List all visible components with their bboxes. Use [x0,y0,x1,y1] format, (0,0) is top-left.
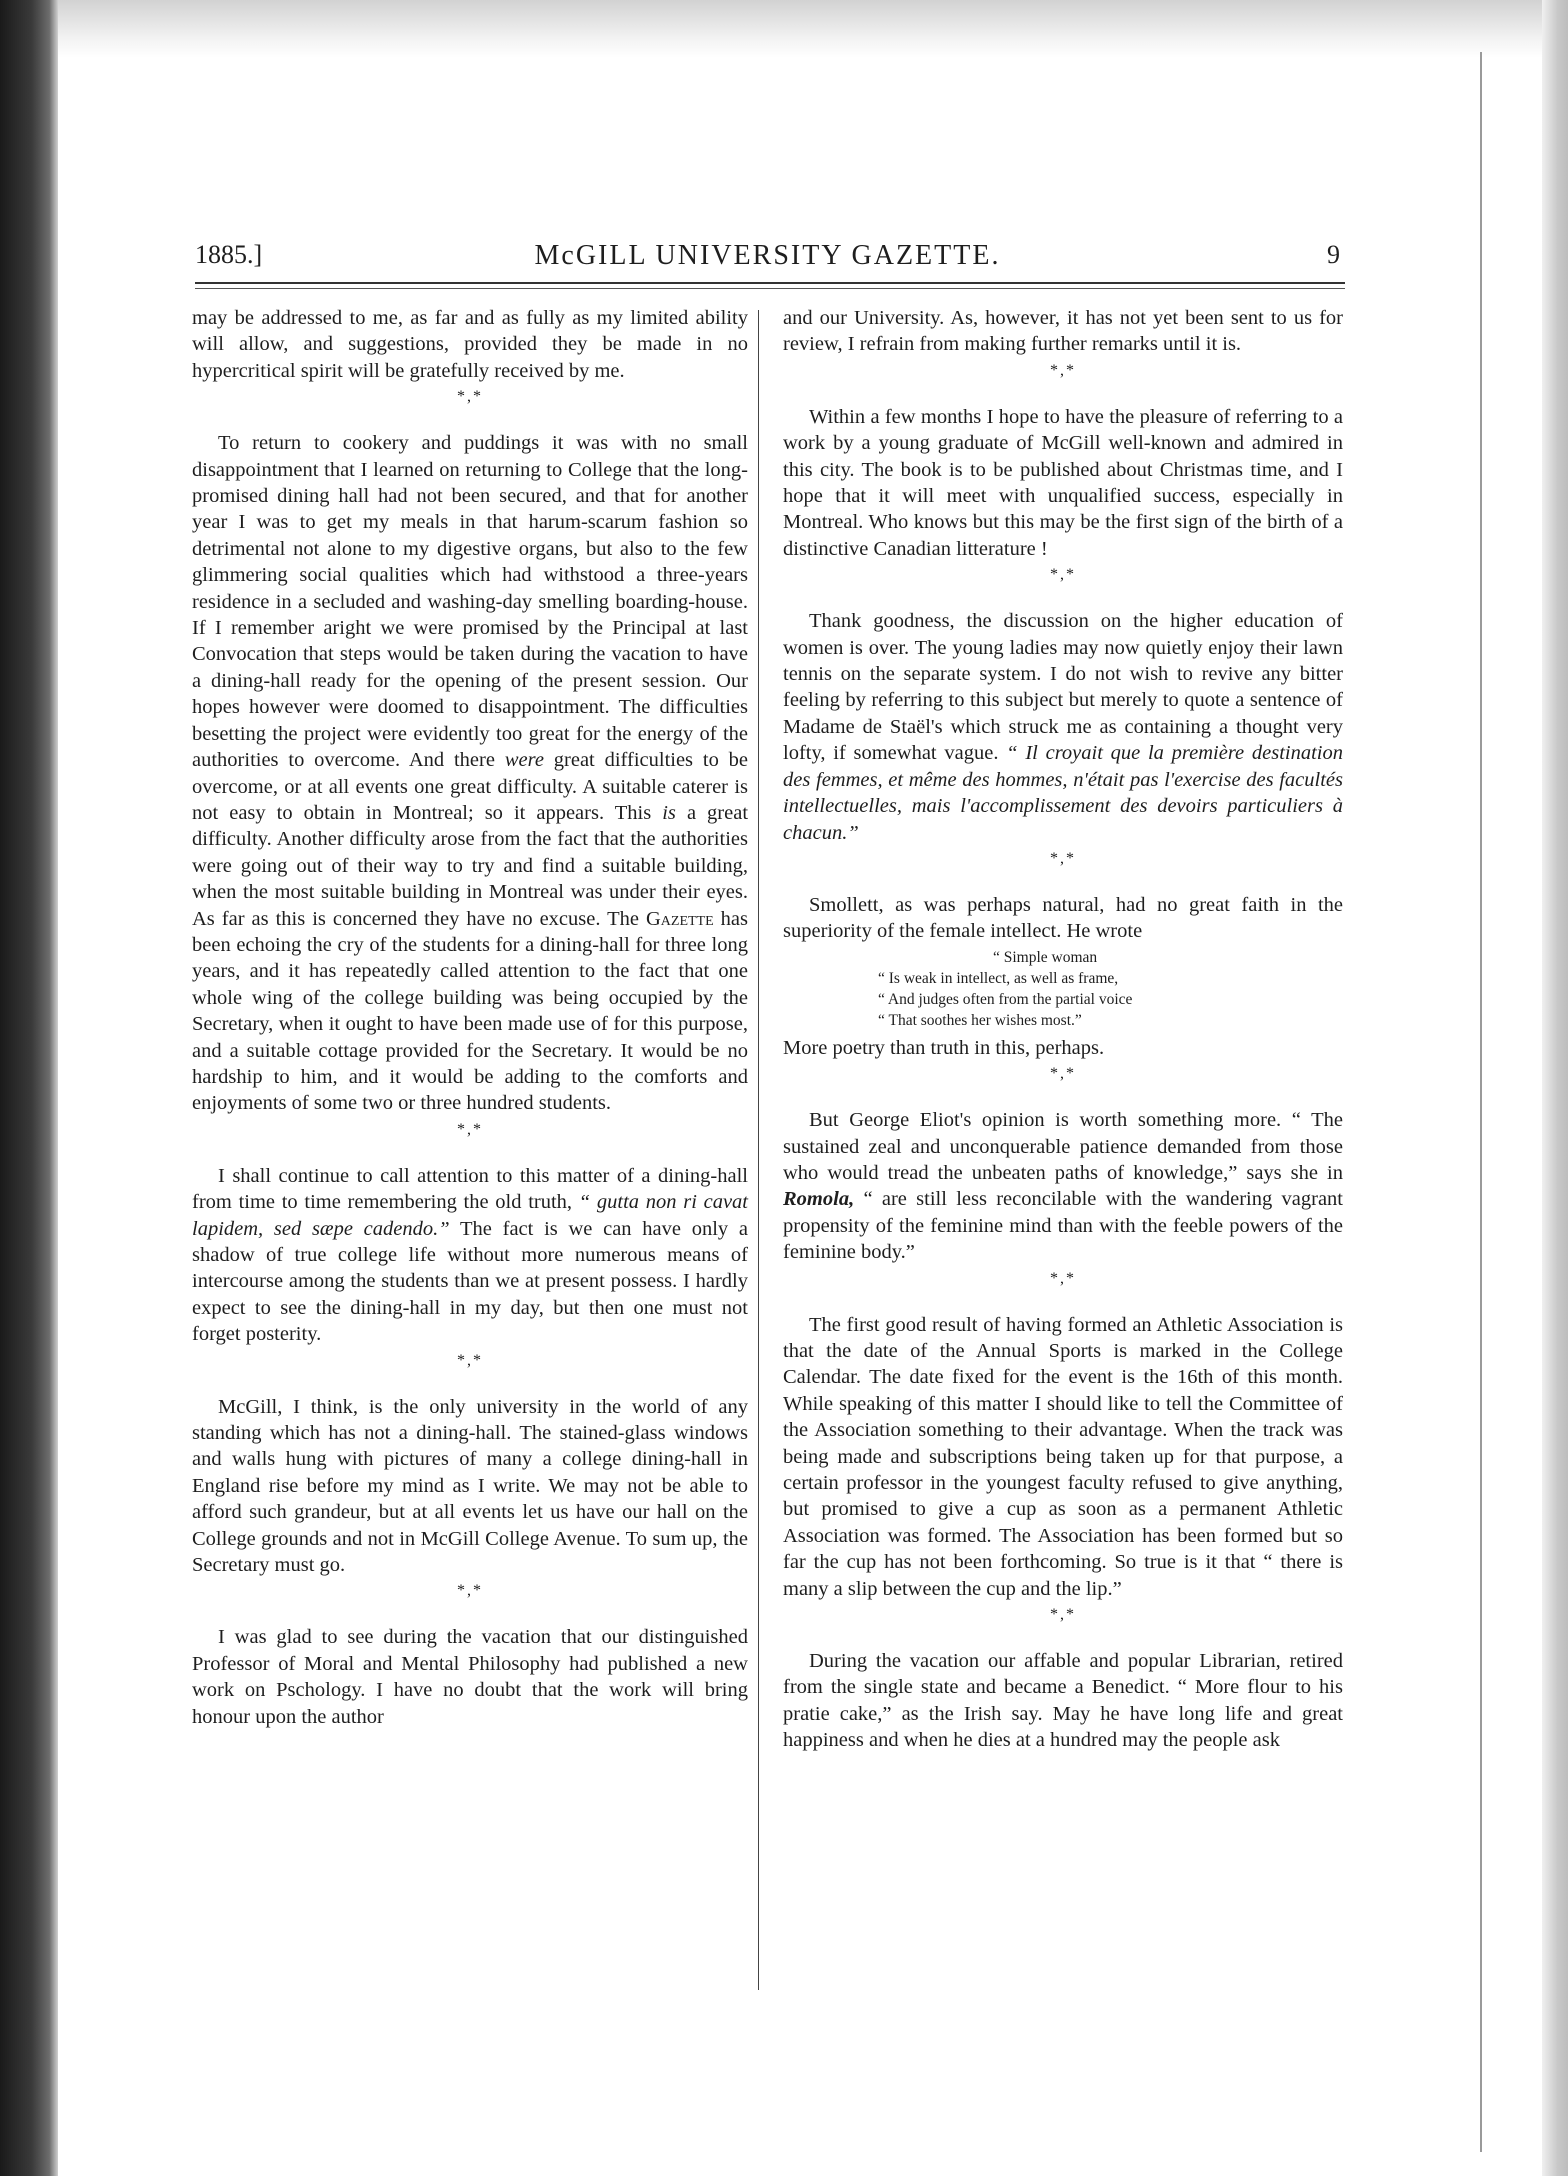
running-header [195,240,1340,280]
paragraph: But George Eliot's opinion is worth something more. “ The sustained zeal and unconquerable patience demanded from those who would tread the unbeaten paths of knowledge,” says she in Romola, “ are still less reconcilable with the wandering vagrant propensity of the feminine mind than with the feeble powers of the feminine body.” [783,1109,1343,1264]
paragraph: The first good result of having formed an Athletic Association is that the date of the Annual Sports is marked in the College Calendar. The date fixed for the event is the 16th of this month. While speaking of this matter I should like to tell the Committee of the Association something to their advantage. When the track was being made and subscriptions being taken up for that purpose, a certain professor in the youngest faculty refused to give anything, but promised to give a cup as soon as a permanent Athletic Association was formed. The Association has been formed but so far the cup has not been forthcoming. So true is it that “ there is many a slip between the cup and the lip.” [783,1313,1343,1600]
section-separator: *,* [1050,361,1076,379]
section-separator: *,* [1050,1269,1076,1287]
paragraph: To return to cookery and puddings it was with no small disappointment that I learned on returning to College that the long-promised dining hall had not been secured, and that for another year I was to get my meals in that harum-scarum fashion so detrimental not alone to my digestive organs, but also to the few glimmering social qualities which had withstood a three-years residence in a secluded and washing-day smelling boarding-house. If I remember aright we were promised by the Principal at last Convocation that steps would be taken during the vacation to have a dining-hall ready for the opening of the present session. Our hopes however were doomed to disappointment. The difficulties besetting the project were evidently too great for the energy of the authorities to overcome. And there were great difficulties to be overcome, or at all events one great difficulty. A suitable caterer is not easy to obtain in Montreal; so it appears. This is a great difficulty. Another difficulty arose from the fact that the authorities were going out of their way to try and find a suitable building, when the most suitable building in Montreal was under their eyes. As far as this is concerned they have no excuse. The Gazette has been echoing the cry of the students for a dining-hall for three long years, and it has repeatedly called attention to the fact that one whole wing of the college building was being occupied by the Secretary, when it ought to have been made use of for this purpose, and a suitable cottage provided for the Secretary. It would be no hardship to him, and it would be adding to the comforts and enjoyments of some two or three hundred students. [192,432,749,1115]
right-column [783,305,1343,1754]
section-separator: *,* [1050,1606,1076,1624]
header-rule-thin [195,288,1345,289]
page-top-edge [58,0,1542,58]
paragraph: McGill, I think, is the only university in the world of any standing which has not a dining-hall. The stained-glass windows and walls hung with pictures of many a college dining-hall in England rise before my mind as I write. We may not be able to afford such grandeur, but at all events let us have our hall on the College grounds and not in McGill College Avenue. To sum up, the Secretary must go. [192,1395,748,1577]
paragraph: More poetry than truth in this, perhaps. [783,1036,1105,1059]
verse-line: “ That soothes her wishes most.” [878,1011,1082,1029]
paragraph: I shall continue to call attention to this matter of a dining-hall from time to time remembering the old truth, “ gutta non ri cavat lapidem, sed sæpe cadendo.” The fact is we can have only a shadow of true college life without more numerous means of intercourse among the students than we at present possess. I hardly expect to see the dining-hall in my day, but then one must not forget posterity. [192,1164,749,1346]
header-rule [195,282,1345,284]
section-separator: *,* [1050,566,1076,584]
section-separator: *,* [457,1351,483,1369]
book-spine [0,0,58,2176]
paragraph: may be addressed to me, as far and as fully as my limited ability will allow, and suggestions, provided they be made in no hypercritical spirit will be gratefully received by me. [192,307,748,382]
section-separator: *,* [457,1582,483,1600]
paragraph: I was glad to see during the vacation that our distinguished Professor of Moral and Mental Philosophy had published a new work on Pschology. I have no doubt that the work will bring honour upon the author [192,1626,748,1728]
paragraph: Smollett, as was perhaps natural, had no great faith in the superiority of the female intellect. He wrote [783,893,1343,943]
header-year: 1885.] [195,240,263,269]
page-number: 9 [1327,240,1340,269]
verse-line: “ Simple woman [993,948,1098,966]
paragraph: Within a few months I hope to have the pleasure of referring to a work by a young graduate of McGill well-known and admired in this city. The book is to be published about Christmas time, and I hope that it will meet with unqualified success, especially in Montreal. Who knows but this may be the first sign of the birth of a distinctive Canadian litterature ! [783,405,1343,560]
left-column [192,305,748,1730]
section-separator: *,* [1050,1065,1076,1083]
column-divider [758,310,759,1990]
section-separator: *,* [1050,849,1076,867]
paragraph: Thank goodness, the discussion on the higher education of women is over. The young ladies may now quietly enjoy their lawn tennis on the separate system. I do not wish to revive any bitter feeling by referring to this subject but merely to quote a sentence of Madame de Staël's which struck me as containing a thought very lofty, if somewhat vague. “ Il croyait que la première destination des femmes, et même des hommes, n'était pas l'exercise des facultés intellectuelles, mais l'accomplissement des devoirs particuliers à chacun.” [783,610,1344,844]
verse-quote [783,947,1343,1031]
page-frame-line [1480,52,1552,2152]
section-separator: *,* [457,1120,483,1138]
paragraph: and our University. As, however, it has not yet been sent to us for review, I refrain from making further remarks until it is. [783,307,1343,356]
section-separator: *,* [457,388,483,406]
verse-line: “ And judges often from the partial voice [878,990,1133,1008]
paragraph: During the vacation our affable and popular Librarian, retired from the single state and became a Benedict. “ More flour to his pratie cake,” as the Irish say. May he have long life and great happiness and when he dies at a hundred may the people ask [783,1650,1343,1752]
header-title: McGILL UNIVERSITY GAZETTE. [534,240,1001,271]
verse-line: “ Is weak in intellect, as well as frame, [878,969,1119,987]
